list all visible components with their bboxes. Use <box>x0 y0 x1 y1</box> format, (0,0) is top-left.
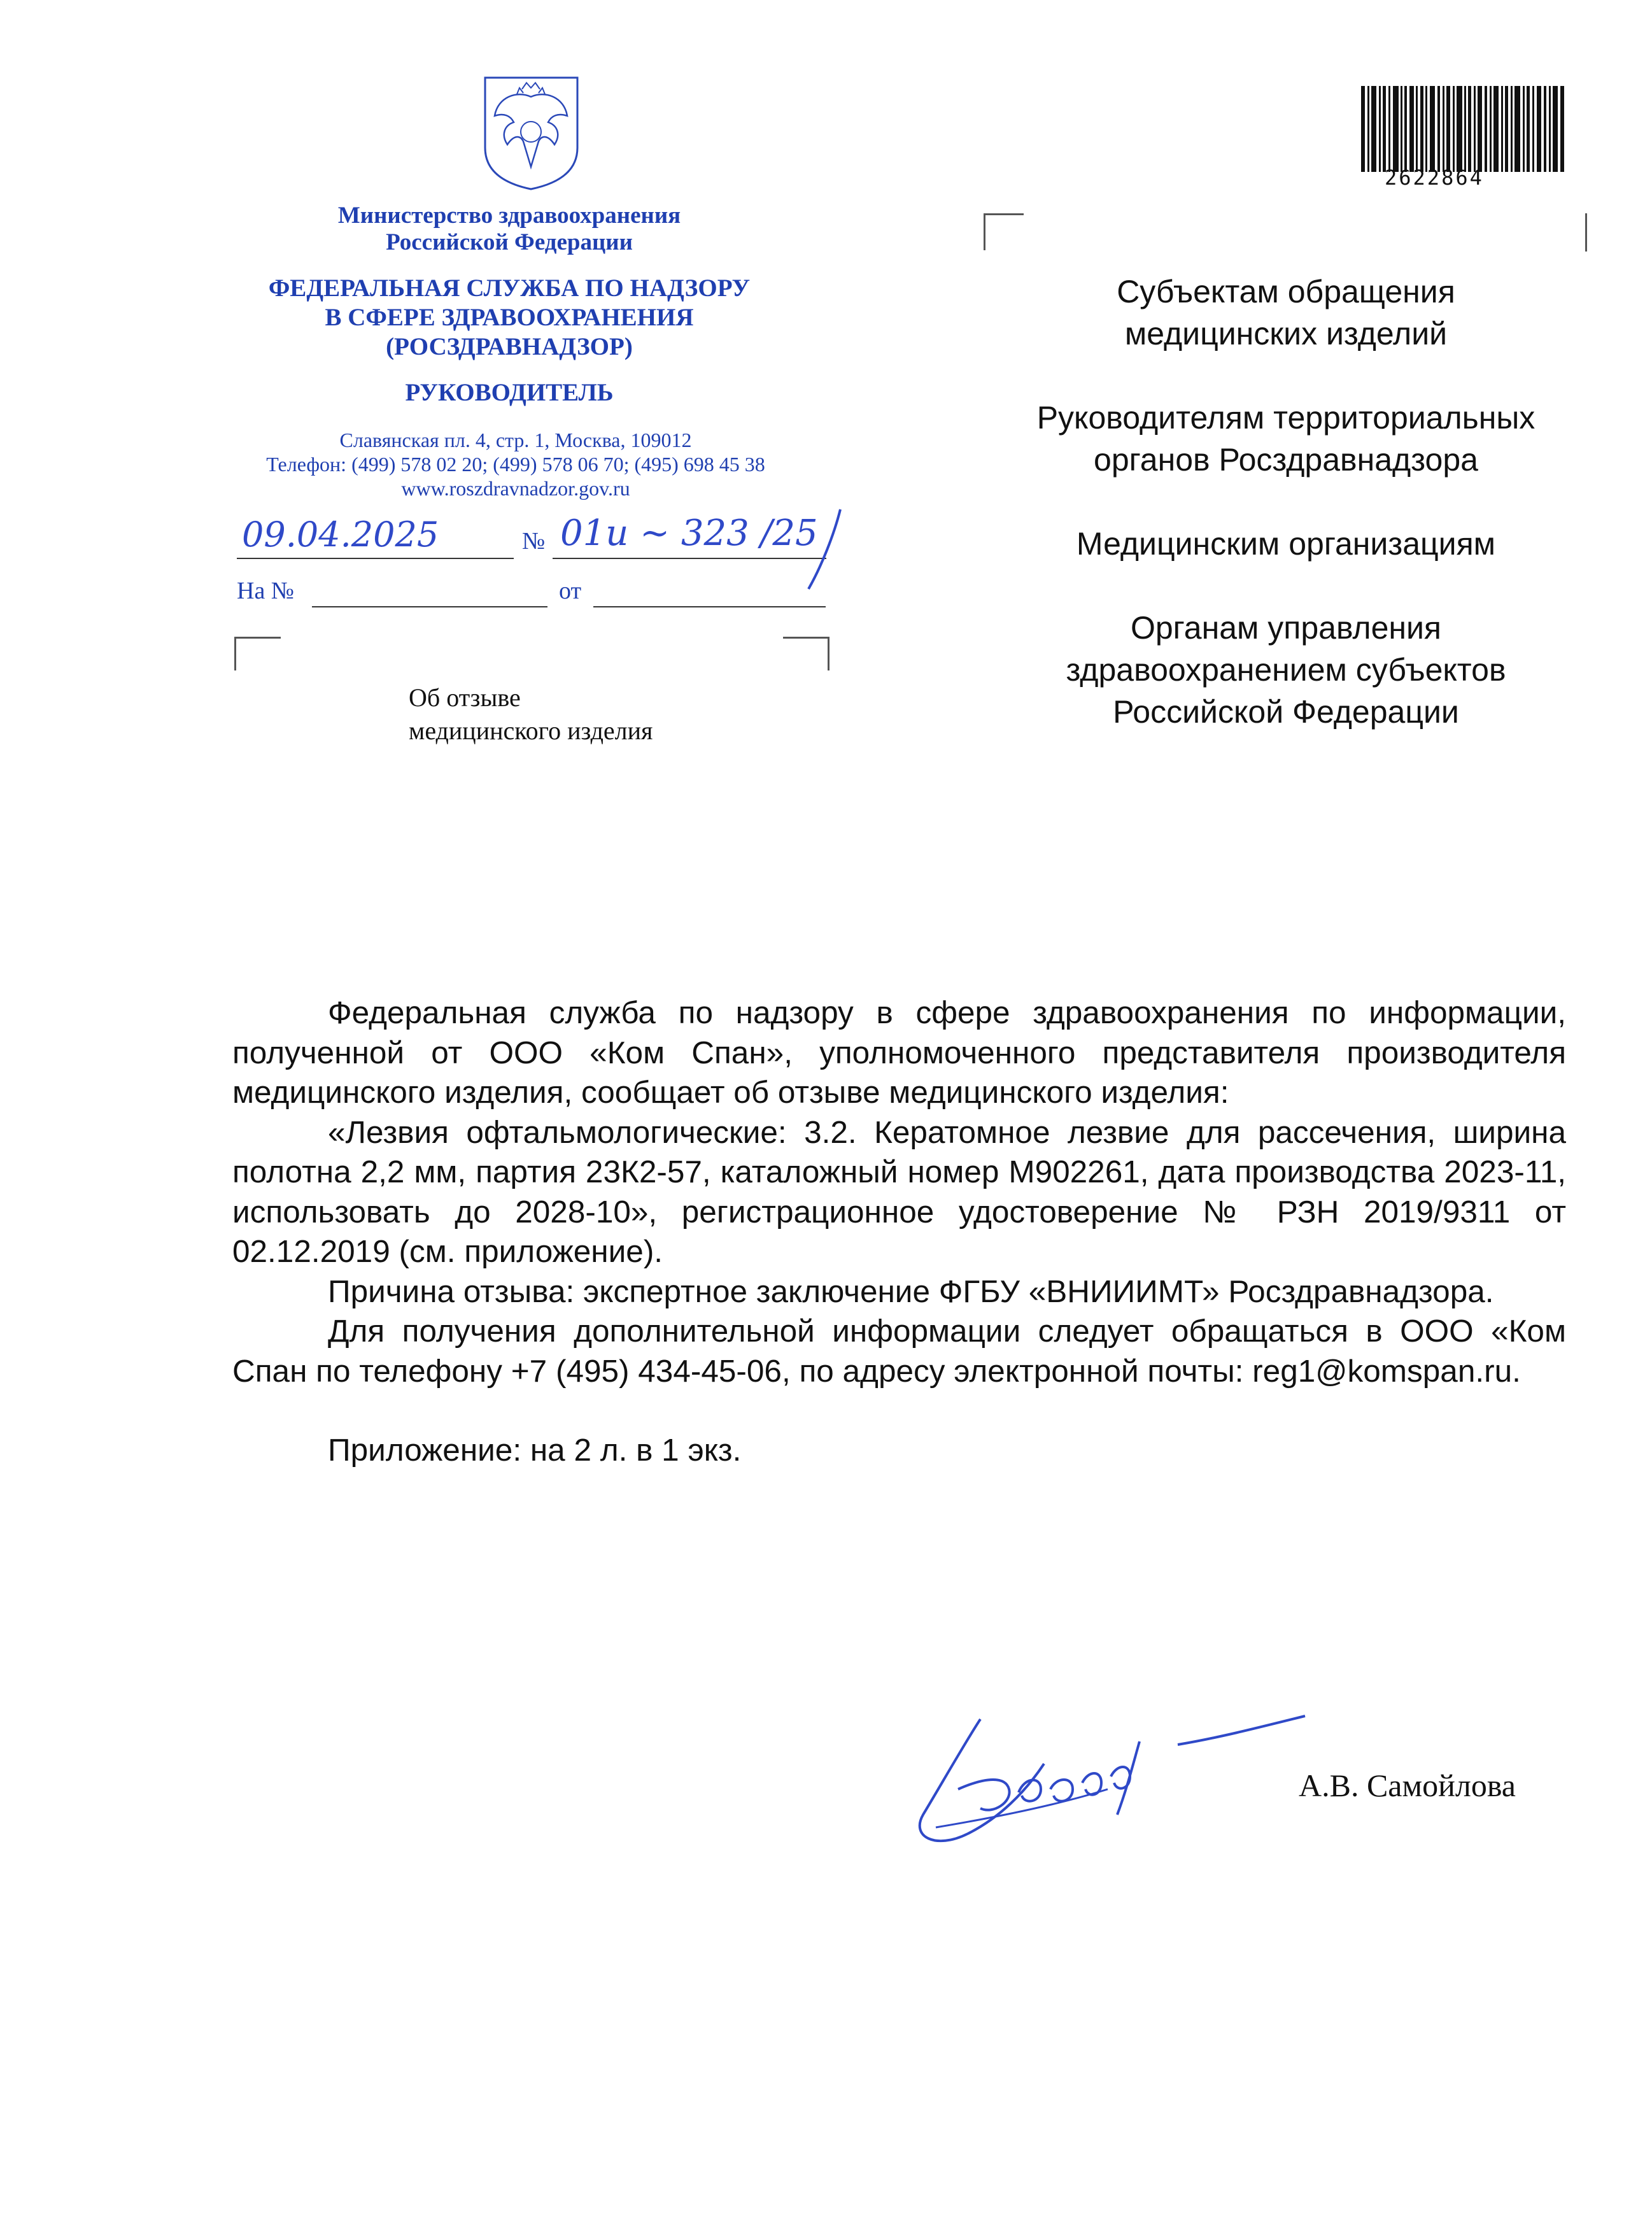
recipient-group: Субъектам обращения медицинских изделий <box>1117 274 1455 351</box>
recipient-corner-right <box>1579 213 1587 252</box>
body-paragraph: Причина отзыва: экспертное заключение ФГБУ «ВНИИИМТ» Росздравнадзора. <box>328 1273 1494 1309</box>
body-paragraph: «Лезвия офтальмологические: 3.2. Кератомное лезвие для рассечения, ширина полотна 2,2 мм, партия 23К2-57, каталожный номер M902261, дата производства 2023-11, использовать до 2028-10», регистрационное удостоверение № РЗН 2019/9311 от 02.12.2019 (см. приложение). <box>232 1114 1566 1269</box>
handwritten-number: 01и ~ 323 /25 <box>560 513 818 554</box>
ministry-name: Министерство здравоохранения Российской Федерации <box>337 202 681 255</box>
number-sign: № <box>522 528 546 555</box>
subject-corner-left <box>234 637 281 670</box>
ref-from-label: от <box>559 578 582 604</box>
subject-corner-right <box>783 637 830 670</box>
head-title: РУКОВОДИТЕЛЬ <box>405 379 614 406</box>
signatory-name: А.В. Самойлова <box>1299 1768 1516 1803</box>
handwritten-signature <box>898 1681 1356 1875</box>
recipient-group: Медицинским организациям <box>1076 526 1496 562</box>
barcode <box>1361 86 1565 175</box>
attachment-note: Приложение: на 2 л. в 1 экз. <box>328 1433 742 1468</box>
date-underline <box>237 558 514 559</box>
barcode-number: 2622864 <box>1385 166 1484 190</box>
website: www.roszdravnadzor.gov.ru <box>401 477 630 500</box>
ref-label: На № <box>237 578 295 604</box>
recipient-group: Руководителям территориальных органов Росздравнадзора <box>1036 400 1536 478</box>
pen-slash <box>796 503 853 595</box>
service-name: ФЕДЕРАЛЬНАЯ СЛУЖБА ПО НАДЗОРУ В СФЕРЕ ЗДРАВООХРАНЕНИЯ (РОСЗДРАВНАДЗОР) <box>268 274 751 360</box>
ref-number-line <box>312 606 547 607</box>
handwritten-date: 09.04.2025 <box>242 514 439 555</box>
coat-of-arms-emblem <box>479 71 584 192</box>
ref-date-line <box>593 606 826 607</box>
recipient-group: Органам управления здравоохранением субъектов Российской Федерации <box>1066 610 1506 730</box>
subject: Об отзыве медицинского изделия <box>409 683 653 745</box>
body-paragraph: Федеральная служба по надзору в сфере здравоохранения по информации, полученной от ООО «Ком Спан», уполномоченного представителя производителя медицинского изделия, сообщает об отзыве медицинского изделия: <box>232 995 1566 1110</box>
address: Славянская пл. 4, стр. 1, Москва, 109012 <box>339 429 692 451</box>
contact-block <box>210 428 821 500</box>
body-paragraph: Для получения дополнительной информации следует обращаться в ООО «Ком Спан по телефону +7 (495) 434-45-06, по адресу электронной почты: reg1@komspan.ru. <box>232 1314 1566 1389</box>
recipients-block <box>955 271 1617 733</box>
recipient-corner-left <box>984 213 1024 250</box>
number-underline <box>553 558 826 559</box>
phones: Телефон: (499) 578 02 20; (499) 578 06 70; (495) 698 45 38 <box>266 453 765 476</box>
letter-body <box>232 993 1566 1471</box>
